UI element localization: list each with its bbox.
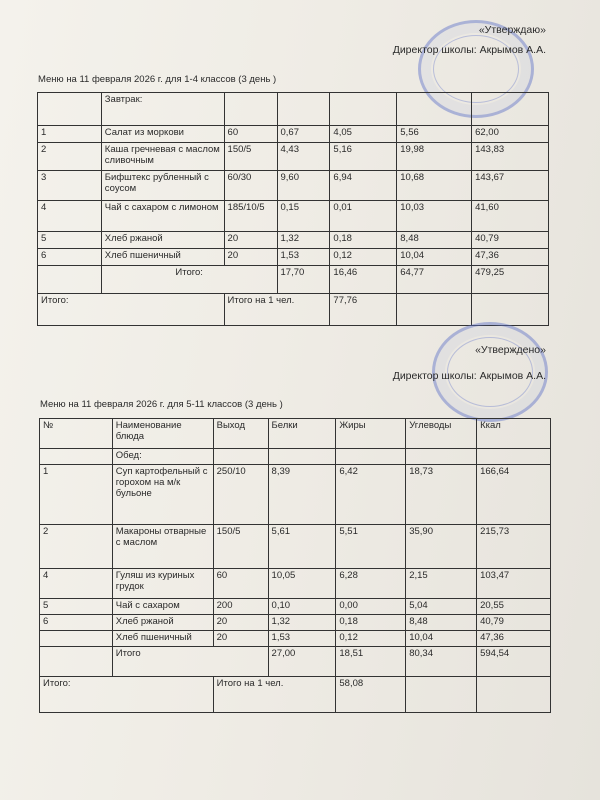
table-row: Хлеб пшеничный 20 1,53 0,12 10,04 47,36 [40, 630, 551, 646]
table-row: 2 Каша гречневая с маслом сливочным 150/5 4,43 5,16 19,98 143,83 [38, 143, 549, 171]
table-row: 1 Салат из моркови 60 0,67 4,05 5,56 62,00 [38, 126, 549, 143]
table-row: 1 Суп картофельный с горохом на м/к бульоне 250/10 8,39 6,42 18,73 166,64 [40, 464, 551, 524]
table-row: 6 Хлеб ржаной 20 1,32 0,18 8,48 40,79 [40, 614, 551, 630]
menu-table-secondary [39, 418, 551, 713]
per-person-value: 77,76 [330, 294, 397, 326]
approval-signer-top: Директор школы: Акрымов А.А. [392, 44, 546, 56]
menu-table-primary [37, 92, 549, 326]
total-label: Итого: [38, 294, 225, 326]
total-row [40, 676, 551, 712]
table-row: 2 Макароны отварные с маслом 150/5 5,61 5,51 35,90 215,73 [40, 524, 551, 568]
subtotal-label: Итого [112, 646, 268, 676]
meal-label: Завтрак: [101, 93, 224, 126]
per-person-label: Итого на 1 чел. [224, 294, 330, 326]
table-row: 3 Бифштекс рубленный с соусом 60/30 9,60 6,94 10,68 143,67 [38, 171, 549, 201]
meal-row [38, 93, 549, 126]
total-row [38, 294, 549, 326]
per-person-value: 58,08 [336, 676, 406, 712]
meal-row [40, 449, 551, 465]
menu-caption-secondary: Меню на 11 февраля 2026 г. для 5-11 классов (3 день ) [40, 399, 283, 410]
approval-word-top: «Утверждаю» [478, 24, 546, 36]
menu-caption-primary: Меню на 11 февраля 2026 г. для 1-4 классов (3 день ) [38, 74, 277, 85]
table-row: 4 Чай с сахаром с лимоном 185/10/5 0,15 0,01 10,03 41,60 [38, 201, 549, 232]
total-label: Итого: [40, 676, 214, 712]
header-row: № Наименование блюда Выход Белки Жиры Углеводы Ккал [40, 419, 551, 449]
table-row: 4 Гуляш из куриных грудок 60 10,05 6,28 2,15 103,47 [40, 568, 551, 598]
meal-label: Обед: [112, 449, 213, 465]
table-row: 6 Хлеб пшеничный 20 1,53 0,12 10,04 47,36 [38, 249, 549, 266]
table-row: 5 Чай с сахаром 200 0,10 0,00 5,04 20,55 [40, 598, 551, 614]
subtotal-row: Итого 27,00 18,51 80,34 594,54 [40, 646, 551, 676]
subtotal-label: Итого: [101, 266, 277, 294]
approval-block-bottom [352, 344, 546, 382]
per-person-label: Итого на 1 чел. [213, 676, 336, 712]
approval-block-top [360, 24, 546, 56]
subtotal-row: Итого: 17,70 16,46 64,77 479,25 [38, 266, 549, 294]
approval-word-bottom: «Утверждено» [475, 344, 546, 356]
table-row: 5 Хлеб ржаной 20 1,32 0,18 8,48 40,79 [38, 232, 549, 249]
approval-signer-bottom: Директор школы: Акрымов А.А. [392, 370, 546, 382]
